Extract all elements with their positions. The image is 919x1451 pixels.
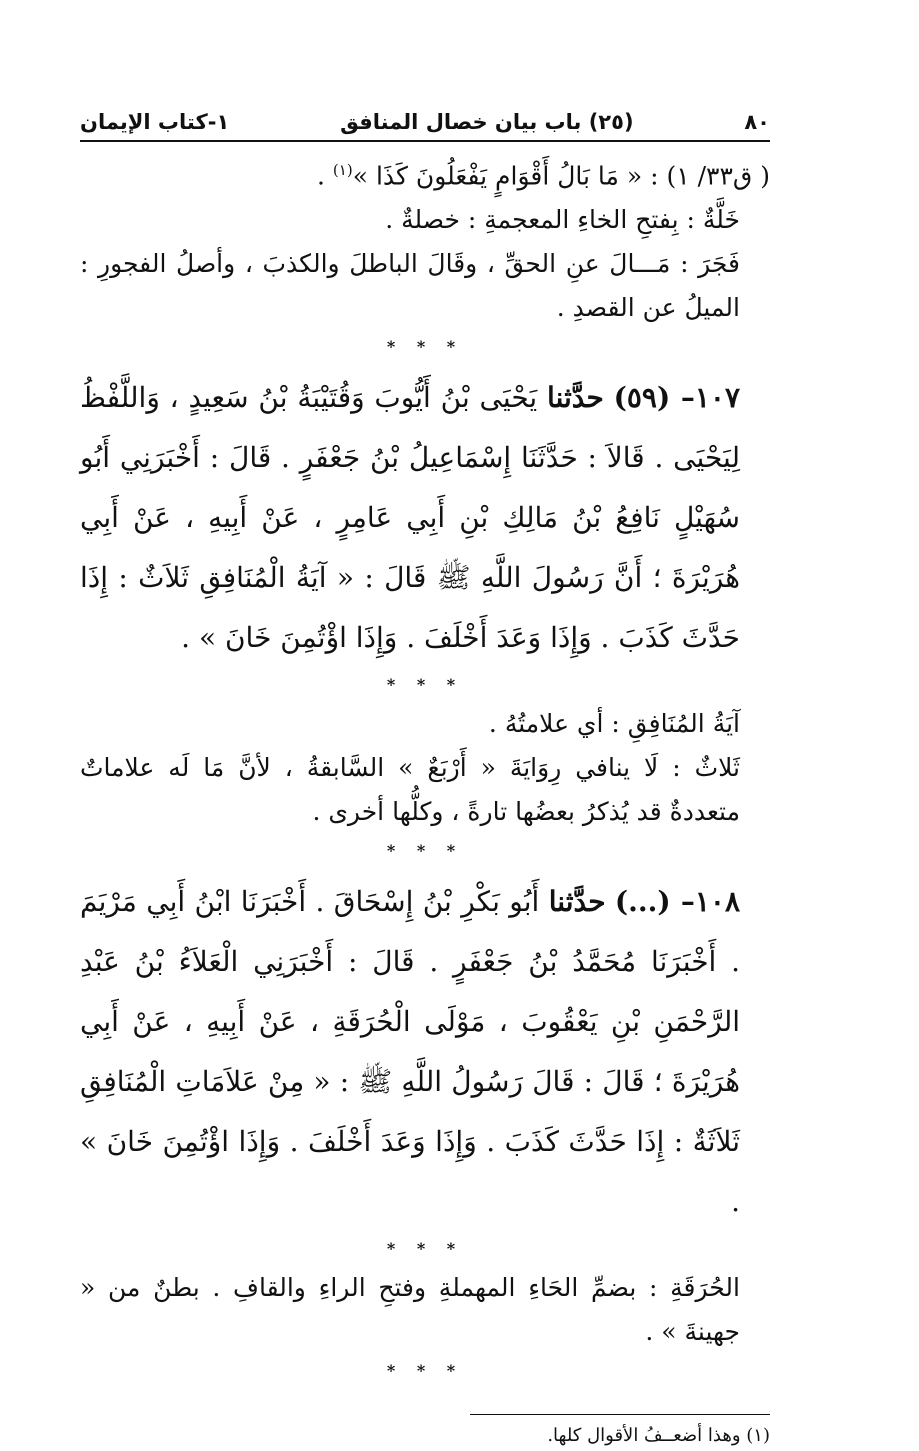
separator-stars: * * * bbox=[386, 675, 464, 695]
separator-stars: * * * bbox=[386, 1361, 464, 1381]
footnote: (١) وهذا أضعــفُ الأقوال كلها. bbox=[547, 1425, 770, 1447]
hadith-lead: حدَّثنا bbox=[548, 885, 606, 919]
paragraph-aya: آيَةُ المُنَافِقِ : أي علامتُهُ . bbox=[488, 709, 740, 739]
separator-stars: * * * bbox=[386, 337, 464, 357]
hadith-number: ١٠٧– (٥٩) bbox=[613, 381, 740, 415]
paragraph-fajara: فَجَرَ : مَـــالَ عنِ الحقِّ ، وقَالَ الباطلَ والكذبَ ، وأصلُ الفجورِ : الميلُ عن القصدِ . bbox=[80, 249, 740, 323]
separator-stars: * * * bbox=[386, 1239, 464, 1259]
footnote-ref: (١) bbox=[332, 161, 353, 179]
paragraph-thalath: ثَلاثٌ : لَا ينافي رِوَايَةَ « أَرْبَعٌ » السَّابقةُ ، لأنَّ مَا لَه علاماتٌ متعددةٌ قد يُذكرُ بعضُها تارةً ، وكلُّها أخرى . bbox=[80, 753, 740, 827]
paragraph-huraqa: الحُرَقَةِ : بضمِّ الحَاءِ المهملةِ وفتحِ الراءِ والقافِ . بطنٌ من « جهينةَ » . bbox=[80, 1273, 740, 1347]
separator-stars: * * * bbox=[386, 841, 464, 861]
hadith-lead: حدَّثنا bbox=[547, 381, 604, 415]
paragraph-quote: ( ق٣٣/ ١) : « مَا بَالُ أَقْوَامٍ يَفْعَلُونَ كَذَا »$^{(١)}$ . bbox=[317, 161, 770, 191]
hadith-108 bbox=[80, 872, 770, 1232]
book-title: ١-كتاب الإيمان bbox=[80, 110, 230, 134]
hadith-text: أَبُو بَكْرِ بْنُ إِسْحَاقَ . أَخْبَرَنَا ابْنُ أَبِي مَرْيَمَ . أَخْبَرَنَا مُحَمَّدُ بْنُ جَعْفَرٍ . قَالَ : أَخْبَرَنِي الْعَلاَءُ بْنُ عَبْدِ الرَّحْمَنِ بْنِ يَعْقُوبَ ، مَوْلَى الْحُرَقَةِ ، عَنْ أَبِيهِ ، عَنْ أَبِي هُرَيْرَةَ ؛ قَالَ : قَالَ رَسُولُ اللَّهِ ﷺ : « مِنْ عَلاَمَاتِ الْمُنَافِقِ ثَلاَثَةٌ : إِذَا حَدَّثَ كَذَبَ . وَإِذَا وَعَدَ أَخْلَفَ . وَإِذَا اؤْتُمِنَ خَانَ » . bbox=[80, 885, 740, 1219]
book-page bbox=[80, 110, 770, 1451]
footnote-divider bbox=[470, 1414, 770, 1415]
hadith-text: يَحْيَى بْنُ أَيُّوبَ وَقُتَيْبَةُ بْنُ سَعِيدٍ ، وَاللَّفْظُ لِيَحْيَى . قَالاَ : حَدَّثَنَا إِسْمَاعِيلُ بْنُ جَعْفَرٍ . قَالَ : أَخْبَرَنِي أَبُو سُهَيْلٍ نَافِعُ بْنُ مَالِكِ بْنِ أَبِي عَامِرٍ ، عَنْ أَبِيهِ ، عَنْ أَبِي هُرَيْرَةَ ؛ أَنَّ رَسُولَ اللَّهِ ﷺ قَالَ : « آيَةُ الْمُنَافِقِ ثَلاَثٌ : إِذَا حَدَّثَ كَذَبَ . وَإِذَا وَعَدَ أَخْلَفَ . وَإِذَا اؤْتُمِنَ خَانَ » . bbox=[80, 381, 740, 655]
page-header bbox=[80, 110, 770, 142]
chapter-title: (٢٥) باب بيان خصال المنافق bbox=[340, 110, 634, 134]
hadith-107 bbox=[80, 368, 770, 668]
paragraph-khalla: خَلَّةٌ : بِفتحِ الخاءِ المعجمةِ : خصلةٌ . bbox=[385, 205, 740, 235]
page-number: ٨٠ bbox=[744, 110, 770, 134]
hadith-number: ١٠٨– (...) bbox=[614, 885, 740, 919]
